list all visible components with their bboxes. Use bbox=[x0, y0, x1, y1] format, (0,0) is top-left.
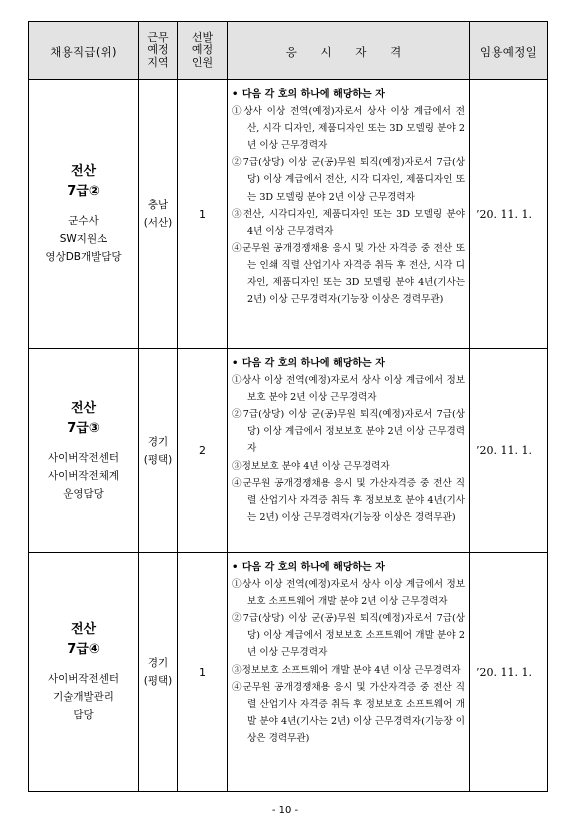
table-row bbox=[29, 80, 548, 349]
header-date: 임용예정일 bbox=[470, 22, 548, 80]
recruitment-table bbox=[28, 21, 548, 792]
list-item: ①상사 이상 전역(예정)자로서 상사 이상 계급에서 전산, 시각 디자인, 제품디자인 또는 3D 모델링 분야 2년 이상 근무경력자 bbox=[232, 106, 465, 152]
qualification-cell bbox=[228, 80, 470, 349]
count-cell: 1 bbox=[178, 553, 228, 792]
table-header-row bbox=[29, 22, 548, 80]
date-cell: ’20. 11. 1. bbox=[470, 349, 548, 553]
table-row bbox=[29, 553, 548, 792]
header-rank: 채용직급(위) bbox=[29, 22, 139, 80]
table-row bbox=[29, 349, 548, 553]
rank-cell: 전산 7급③ 사이버작전센터 사이버작전체계 운영담당 bbox=[29, 349, 139, 553]
list-item: ①상사 이상 전역(예정)자로서 상사 이상 계급에서 정보보호 소프트웨어 개발 분야 2년 이상 근무경력자 bbox=[232, 579, 465, 608]
count-cell: 1 bbox=[178, 80, 228, 349]
qualification-heading: • 다음 각 호의 하나에 해당하는 자 bbox=[232, 89, 385, 100]
list-item: ③정보보호 소프트웨어 개발 분야 4년 이상 근무경력자 bbox=[232, 664, 461, 676]
qualification-cell bbox=[228, 349, 470, 553]
list-item: ②7급(상당) 이상 군(공)무원 퇴직(예정)자로서 7급(상당) 이상 계급에서 정보보호 분야 2년 이상 근무경력자 bbox=[232, 409, 465, 455]
region-cell: 경기 (평택) bbox=[139, 349, 178, 553]
rank-cell: 전산 7급② 군수사 SW지원소 영상DB개발담당 bbox=[29, 80, 139, 349]
qualification-heading: • 다음 각 호의 하나에 해당하는 자 bbox=[232, 562, 385, 573]
rank-cell: 전산 7급④ 사이버작전센터 기술개발관리 담당 bbox=[29, 553, 139, 792]
list-item: ②7급(상당) 이상 군(공)무원 퇴직(예정)자로서 7급(상당) 이상 계급에서 전산, 시각 디자인, 제품디자인 또는 3D 모델링 분야 2년 이상 근무경력자 bbox=[232, 157, 465, 203]
list-item: ④군무원 공개경쟁채용 응시 및 가산자격증 중 전산 직렬 산업기사 자격증 취득 후 정보보호 분야 4년(기사는 2년) 이상 근무경력자(기능장 이상은 경력무관) bbox=[232, 477, 465, 523]
list-item: ④군무원 공개경쟁채용 응시 및 가산자격증 중 전산 직렬 산업기사 자격증 취득 후 정보보호 소프트웨어 개발 분야 4년(기사는 2년) 이상 근무경력자(기능장 이상은 경력무관) bbox=[232, 681, 465, 744]
list-item: ④군무원 공개경쟁채용 응시 및 가산 자격증 중 전산 또는 인쇄 직렬 산업기사 자격증 취득 후 전산, 시각 디자인, 제품디자인 또는 3D 모델링 분야 4년(기사는 2년) 이상 근무경력자(기능장 이상은 경력무관) bbox=[232, 242, 465, 306]
list-item: ③전산, 시각디자인, 제품디자인 또는 3D 모델링 분야 4년 이상 근무경력자 bbox=[232, 208, 465, 237]
date-cell: ’20. 11. 1. bbox=[470, 553, 548, 792]
header-qualification: 응 시 자 격 bbox=[228, 22, 470, 80]
date-cell: ’20. 11. 1. bbox=[470, 80, 548, 349]
count-cell: 2 bbox=[178, 349, 228, 553]
qualification-heading: • 다음 각 호의 하나에 해당하는 자 bbox=[232, 358, 385, 369]
header-region: 근무 예정 지역 bbox=[139, 22, 178, 80]
department-name: 사이버작전센터 기술개발관리 담당 bbox=[47, 673, 119, 721]
list-item: ③정보보호 분야 4년 이상 근무경력자 bbox=[232, 460, 390, 472]
department-name: 사이버작전센터 사이버작전체계 운영담당 bbox=[47, 451, 119, 500]
list-item: ①상사 이상 전역(예정)자로서 상사 이상 계급에서 정보보호 분야 2년 이상 근무경력자 bbox=[232, 375, 465, 404]
header-count: 선발 예정 인원 bbox=[178, 22, 228, 80]
region-cell: 충남 (서산) bbox=[139, 80, 178, 349]
list-item: ②7급(상당) 이상 군(공)무원 퇴직(예정)자로서 7급(상당) 이상 계급에서 정보보호 소프트웨어 개발 분야 2년 이상 근무경력자 bbox=[232, 613, 465, 659]
page-number: - 10 - bbox=[271, 805, 299, 816]
region-cell: 경기 (평택) bbox=[139, 553, 178, 792]
qualification-cell bbox=[228, 553, 470, 792]
department-name: 군수사 SW지원소 영상DB개발담당 bbox=[45, 215, 122, 263]
